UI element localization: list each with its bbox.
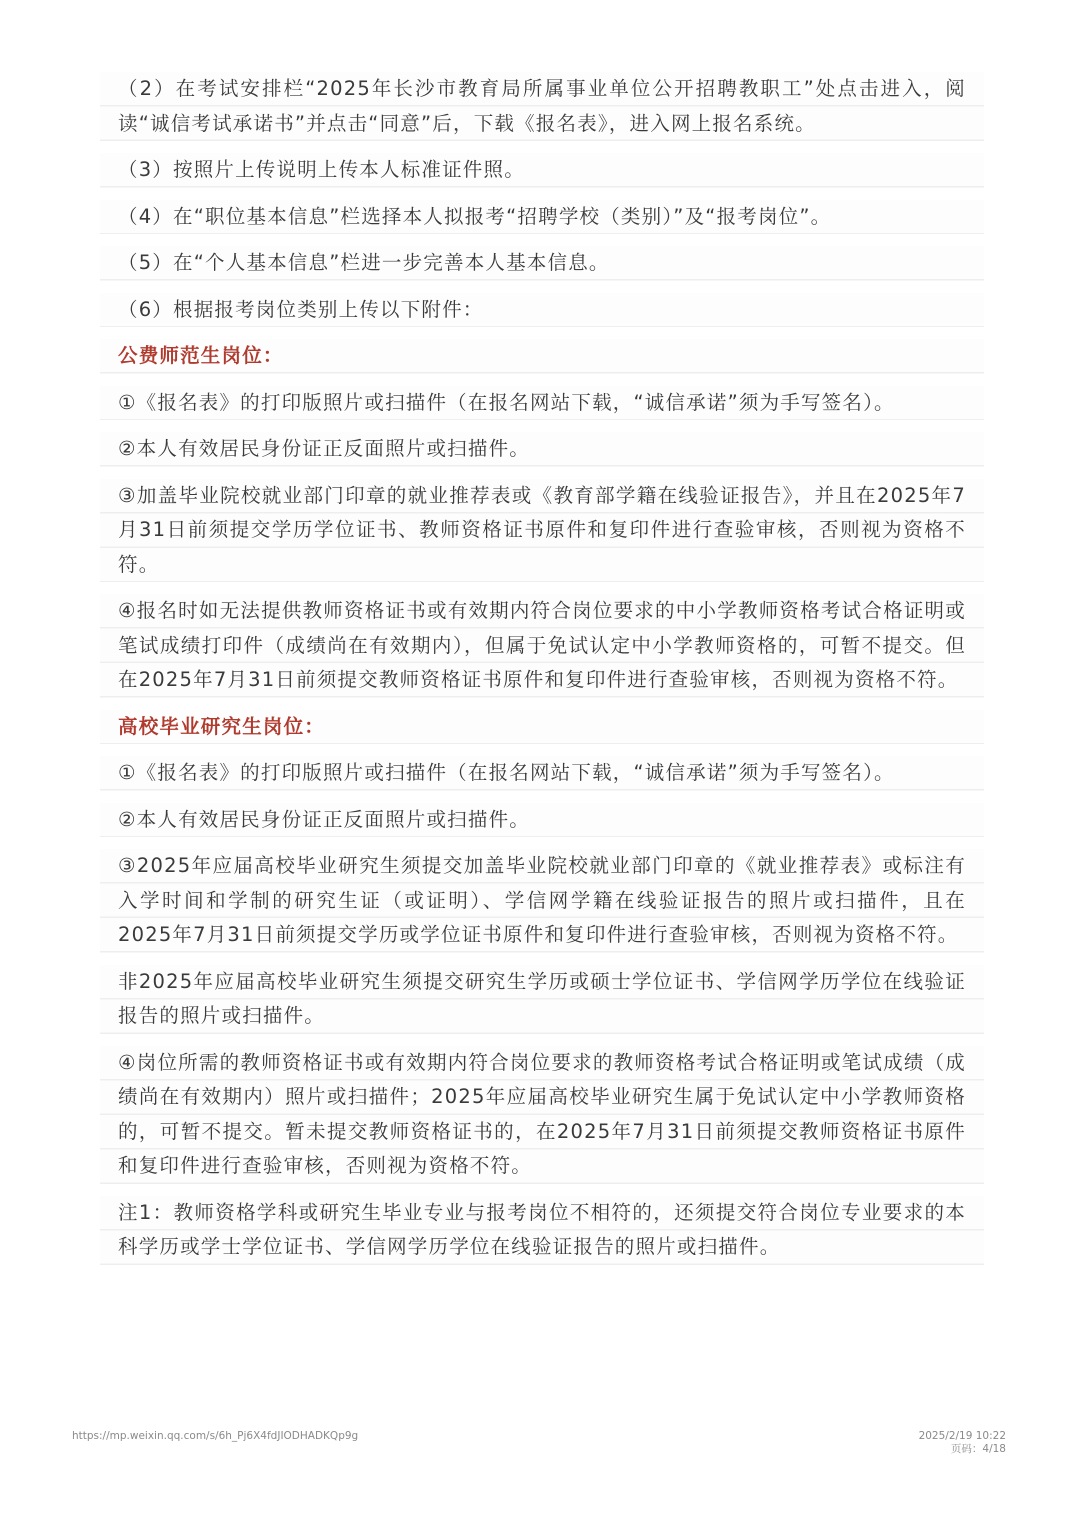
list-item-graduate-1: ①《报名表》的打印版照片或扫描件（在报名网站下载，“诚信承诺”须为手写签名）。 [100,756,984,791]
list-item-graduate-4: ④岗位所需的教师资格证书或有效期内符合岗位要求的教师资格考试合格证明或笔试成绩（成绩尚在有效期内）照片或扫描件；2025年应届高校毕业研究生属于免试认定中小学教师资格的，可暂不提交。暂未提交教师资格证书的，在2025年7月31日前须提交教师资格证书原件和复印件进行查验审核，否则视为资格不符。 [100,1046,984,1184]
footer-url[interactable]: https://mp.weixin.qq.com/s/6h_Pj6X4fdJIODHADKQp9g [72,1430,359,1442]
article-body [100,72,984,1265]
section-heading-normal-student: 公费师范生岗位： [100,339,984,374]
list-item-normal-4: ④报名时如无法提供教师资格证书或有效期内符合岗位要求的中小学教师资格考试合格证明或笔试成绩打印件（成绩尚在有效期内），但属于免试认定中小学教师资格的，可暂不提交。但在2025年7月31日前须提交教师资格证书原件和复印件进行查验审核，否则视为资格不符。 [100,594,984,698]
paragraph-step-5: （5）在“个人基本信息”栏进一步完善本人基本信息。 [100,246,984,281]
list-item-graduate-2: ②本人有效居民身份证正反面照片或扫描件。 [100,803,984,838]
paragraph-step-3: （3）按照片上传说明上传本人标准证件照。 [100,153,984,188]
note-1: 注1：教师资格学科或研究生毕业专业与报考岗位不相符的，还须提交符合岗位专业要求的本科学历或学士学位证书、学信网学历学位在线验证报告的照片或扫描件。 [100,1196,984,1265]
paragraph-step-2: （2）在考试安排栏“2025年长沙市教育局所属事业单位公开招聘教职工”处点击进入，阅读“诚信考试承诺书”并点击“同意”后，下载《报名表》，进入网上报名系统。 [100,72,984,141]
list-item-normal-2: ②本人有效居民身份证正反面照片或扫描件。 [100,432,984,467]
list-item-normal-3: ③加盖毕业院校就业部门印章的就业推荐表或《教育部学籍在线验证报告》，并且在2025年7月31日前须提交学历学位证书、教师资格证书原件和复印件进行查验审核，否则视为资格不符。 [100,479,984,583]
footer-meta [919,1430,1006,1456]
list-item-graduate-3: ③2025年应届高校毕业研究生须提交加盖毕业院校就业部门印章的《就业推荐表》或标注有入学时间和学制的研究生证（或证明）、学信网学籍在线验证报告的照片或扫描件，且在2025年7月31日前须提交学历或学位证书原件和复印件进行查验审核，否则视为资格不符。 [100,849,984,953]
paragraph-step-6: （6）根据报考岗位类别上传以下附件： [100,293,984,328]
footer-datetime: 2025/2/19 10:22 [918,1430,1006,1442]
list-item-graduate-3-non-current: 非2025年应届高校毕业研究生须提交研究生学历或硕士学位证书、学信网学历学位在线验证报告的照片或扫描件。 [100,965,984,1034]
paragraph-step-4: （4）在“职位基本信息”栏选择本人拟报考“招聘学校（类别）”及“报考岗位”。 [100,200,984,235]
footer-page-number: 页码：4/18 [950,1443,1006,1455]
list-item-normal-1: ①《报名表》的打印版照片或扫描件（在报名网站下载，“诚信承诺”须为手写签名）。 [100,386,984,421]
section-heading-graduate: 高校毕业研究生岗位： [100,710,984,745]
